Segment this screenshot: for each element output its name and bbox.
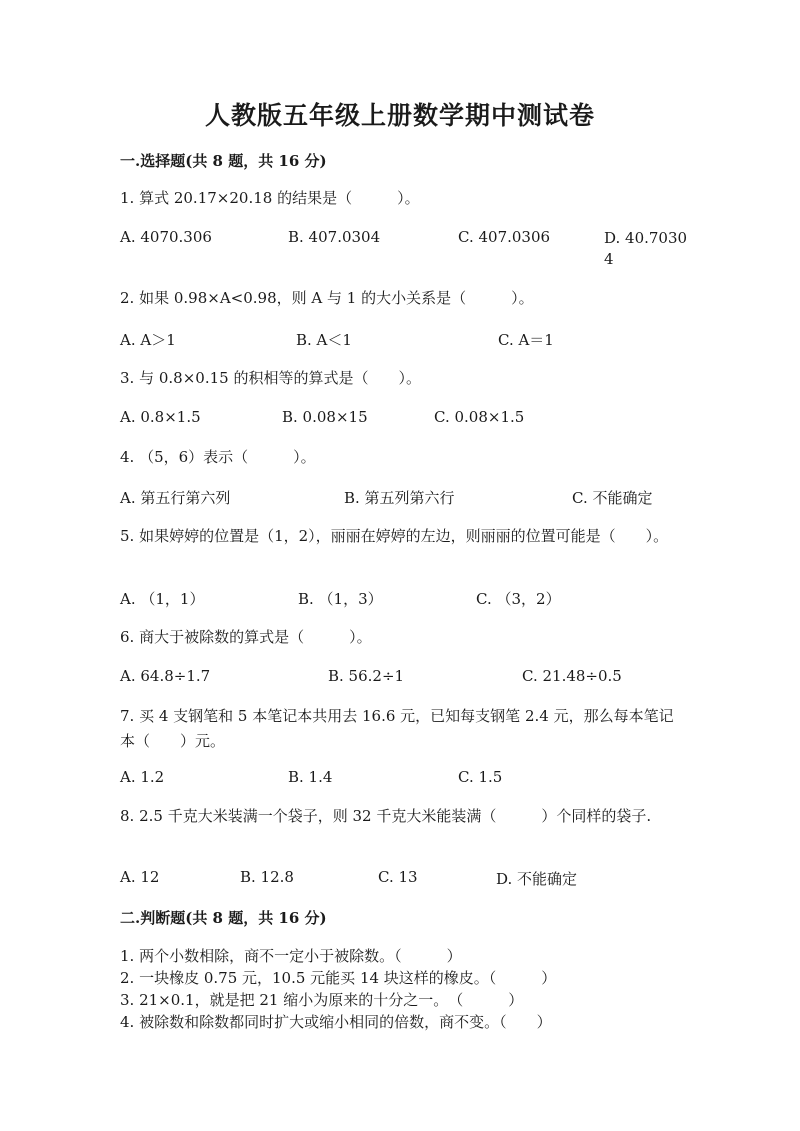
option-c: C. 1.5 [458, 768, 503, 786]
option-c: C. 不能确定 [572, 489, 653, 507]
question-6: 6. 商大于被除数的算式是（ ）。 [120, 628, 372, 646]
judgement-item-2: 2. 一块橡皮 0.75 元，10.5 元能买 14 块这样的橡皮。（ ） [120, 969, 557, 987]
option-b: B. A＜1 [296, 331, 352, 349]
question-4-options [120, 487, 690, 517]
question-8: 8. 2.5 千克大米装满一个袋子，则 32 千克大米能装满（ ）个同样的袋子. [120, 807, 652, 825]
option-a: A. 64.8÷1.7 [120, 667, 211, 685]
option-c: C. （3，2） [476, 590, 561, 608]
option-a: A. 1.2 [120, 768, 165, 786]
question-6-options [120, 667, 690, 697]
question-5: 5. 如果婷婷的位置是（1，2），丽丽在婷婷的左边，则丽丽的位置可能是（ ）。 [120, 527, 669, 545]
option-c: C. 13 [378, 868, 418, 886]
option-a: A. （1，1） [120, 590, 205, 608]
option-b: B. 407.0304 [288, 228, 381, 246]
question-2-options [120, 329, 690, 359]
judgement-item-3: 3. 21×0.1，就是把 21 缩小为原来的十分之一。 （ ） [120, 991, 524, 1009]
section-heading-choice: 一.选择题(共 8 题，共 16 分) [120, 152, 327, 170]
question-7-options [120, 768, 690, 798]
option-b: B. 1.4 [288, 768, 333, 786]
option-a: A. 0.8×1.5 [120, 408, 201, 426]
question-8-options [120, 868, 690, 898]
judgement-item-4: 4. 被除数和除数都同时扩大或缩小相同的倍数，商不变。（ ） [120, 1013, 552, 1031]
option-c: C. 407.0306 [458, 228, 551, 246]
question-7: 7. 买 4 支钢笔和 5 本笔记本共用去 16.6 元，已知每支钢笔 2.4 元，那么每本笔记本（ ）元。 [120, 707, 674, 750]
question-3-options [120, 408, 690, 438]
option-b: B. （1，3） [298, 590, 383, 608]
option-b: B. 第五列第六行 [344, 489, 455, 507]
question-1-options [120, 228, 690, 268]
exam-title: 人教版五年级上册数学期中测试卷 [204, 101, 595, 130]
option-d: D. 不能确定 [496, 870, 578, 888]
section-heading-judgement: 二.判断题(共 8 题，共 16 分) [120, 909, 327, 927]
option-a: A. 12 [120, 868, 160, 886]
option-b: B. 56.2÷1 [328, 667, 405, 685]
option-c: C. 0.08×1.5 [434, 408, 525, 426]
option-b: B. 0.08×15 [282, 408, 368, 426]
option-d: D. 40.70304 [604, 229, 688, 268]
question-4: 4. （5，6）表示（ ）。 [120, 448, 316, 466]
option-a: A. 4070.306 [120, 228, 212, 246]
question-5-options [120, 588, 690, 618]
question-1: 1. 算式 20.17×20.18 的结果是（ ）。 [120, 189, 420, 207]
judgement-item-1: 1. 两个小数相除，商不一定小于被除数。（ ） [120, 947, 462, 965]
question-3: 3. 与 0.8×0.15 的积相等的算式是（ ）。 [120, 369, 421, 387]
option-b: B. 12.8 [240, 868, 294, 886]
option-a: A. 第五行第六列 [120, 489, 231, 507]
option-c: C. A＝1 [498, 331, 554, 349]
question-2: 2. 如果 0.98×A<0.98，则 A 与 1 的大小关系是（ ）。 [120, 289, 534, 307]
option-c: C. 21.48÷0.5 [522, 667, 622, 685]
option-a: A. A＞1 [120, 331, 176, 349]
